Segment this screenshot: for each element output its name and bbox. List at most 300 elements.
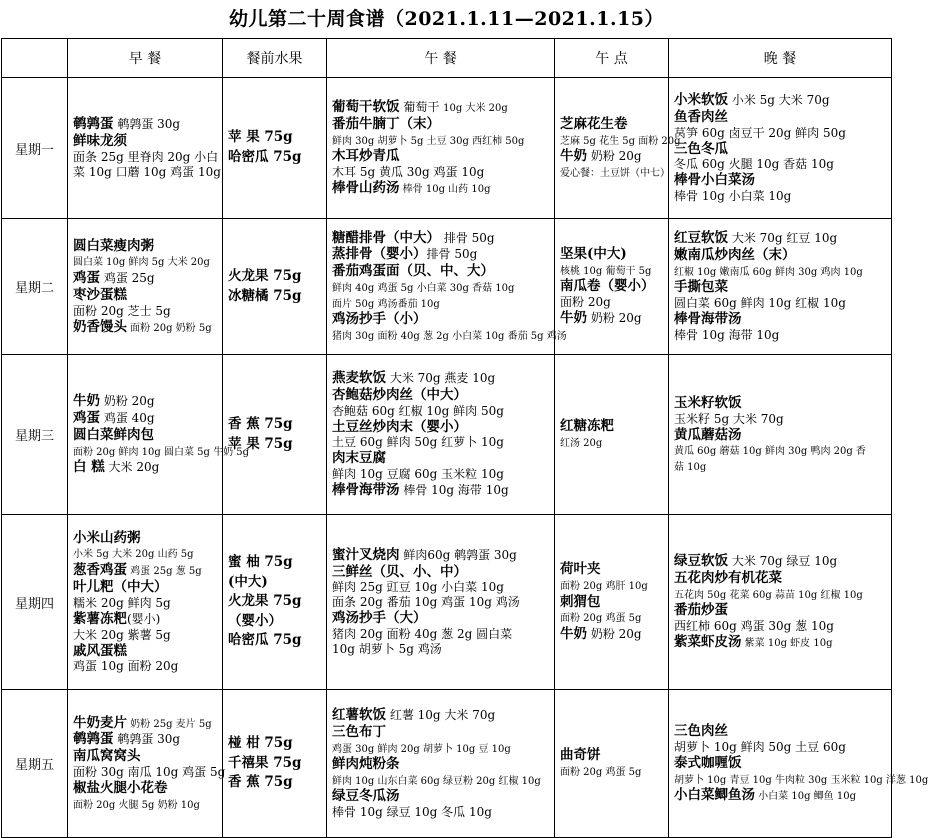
menu-line bbox=[674, 772, 928, 788]
fruit-item: (中大) bbox=[228, 573, 268, 590]
dish-name: 紫薯冻粑 bbox=[73, 610, 127, 627]
menu-line bbox=[560, 610, 663, 626]
ingredient-text: 面粉 20g bbox=[560, 295, 611, 310]
dish-name: 嫩南瓜炒肉丝（末） bbox=[674, 246, 796, 263]
menu-line bbox=[332, 805, 549, 820]
menu-line bbox=[73, 459, 217, 476]
lunch-cell bbox=[327, 690, 555, 838]
ingredient-text: 棒骨 10g 山药 10g bbox=[399, 184, 491, 196]
ingredient-text: 10g 胡萝卜 5g 鸡汤 bbox=[332, 642, 442, 657]
dish-name: 葡萄干软饭 bbox=[332, 99, 400, 115]
ingredient-text: 面粉 20g 芝士 5g bbox=[73, 303, 171, 318]
header-lunch: 午 餐 bbox=[327, 39, 555, 78]
fruit-item: 火龙果 75g bbox=[228, 267, 302, 284]
menu-line bbox=[73, 611, 217, 628]
dish-name: 番茄牛腩丁（末） bbox=[332, 115, 440, 132]
menu-line bbox=[674, 141, 886, 158]
menu-line bbox=[73, 116, 217, 133]
menu-line bbox=[73, 427, 217, 444]
ingredient-text: 棒骨 10g 海带 10g bbox=[674, 328, 780, 342]
menu-line bbox=[332, 280, 549, 296]
dish-name: 牛奶 bbox=[560, 310, 587, 327]
ingredient-text: 大米 20g bbox=[104, 460, 160, 475]
menu-line bbox=[674, 412, 886, 427]
menu-line bbox=[560, 310, 663, 327]
dish-name: 三鲜丝（贝、小、中） bbox=[332, 563, 467, 580]
menu-line bbox=[674, 328, 886, 343]
menu-line bbox=[674, 553, 886, 570]
ingredient-text: 奶粉 25g 麦片 5g bbox=[127, 718, 212, 730]
dish-name: 燕麦软饭 bbox=[332, 369, 386, 386]
menu-line bbox=[332, 296, 549, 312]
dish-name: 圆白菜瘦肉粥 bbox=[73, 237, 154, 254]
ingredient-text: 红椒 10g 嫩南瓜 60g 鲜肉 30g 鸡肉 10g bbox=[674, 266, 863, 278]
menu-line bbox=[332, 148, 549, 165]
dinner-cell bbox=[669, 515, 892, 690]
fruit-cell bbox=[223, 219, 327, 355]
dish-name: 番茄鸡蛋面（贝、中、大） bbox=[332, 263, 494, 280]
ingredient-text: 鸡蛋 25g bbox=[100, 270, 155, 285]
ingredient-text: 面粉 20g 鲜肉 10g 圆白菜 5g 牛奶 5g bbox=[73, 446, 250, 458]
dish-name: 三色冬瓜 bbox=[674, 140, 728, 157]
ingredient-text: 圆白菜 60g 鲜肉 10g 红椒 10g bbox=[674, 296, 846, 311]
menu-line bbox=[73, 150, 217, 165]
ingredient-text: 小米 5g 大米 20g 山药 5g bbox=[73, 549, 194, 561]
dinner-cell bbox=[669, 219, 892, 355]
dish-name: 白 糕 bbox=[73, 459, 105, 476]
ingredient-text: 鲜肉 25g 豇豆 10g 小白菜 10g bbox=[332, 580, 504, 595]
ingredient-text: 鸡蛋 10g 面粉 20g bbox=[73, 659, 179, 674]
day-row bbox=[2, 219, 892, 355]
ingredient-text: 爱心餐：土豆饼（中七） bbox=[560, 167, 670, 179]
menu-line bbox=[674, 279, 886, 296]
dinner-cell bbox=[669, 690, 928, 838]
breakfast-cell bbox=[68, 78, 223, 219]
menu-table bbox=[1, 38, 928, 838]
ingredient-text: 面粉 20g 鸡蛋 5g bbox=[560, 767, 642, 779]
day-row bbox=[2, 78, 892, 219]
dish-name: 蜜汁叉烧肉 bbox=[332, 546, 400, 563]
menu-line bbox=[73, 596, 217, 611]
dish-name: 五花肉炒有机花菜 bbox=[674, 569, 782, 586]
menu-line bbox=[674, 189, 886, 204]
ingredient-text: 面粉 20g 奶粉 5g bbox=[127, 322, 212, 334]
menu-line bbox=[674, 92, 886, 109]
fruit-item: （婴小） bbox=[228, 612, 282, 629]
dish-name: 圆白菜鲜肉包 bbox=[73, 426, 154, 443]
dish-name: 肉末豆腐 bbox=[332, 450, 386, 467]
menu-line bbox=[560, 165, 670, 181]
menu-line bbox=[674, 587, 886, 603]
menu-line bbox=[332, 404, 549, 419]
dish-name: 枣沙蛋糕 bbox=[73, 286, 127, 303]
menu-line bbox=[73, 748, 217, 765]
menu-line bbox=[674, 740, 886, 755]
ingredient-text: 面粉 20g 鸡蛋 5g bbox=[560, 613, 642, 625]
menu-line bbox=[73, 715, 217, 732]
lunch-cell bbox=[327, 219, 567, 355]
dish-name: 鸡蛋 bbox=[73, 269, 100, 286]
ingredient-text: 鹌鹑蛋 30g bbox=[113, 732, 181, 747]
ingredient-text: 棒骨 10g 绿豆 10g 冬瓜 10g bbox=[332, 805, 492, 820]
menu-line bbox=[560, 594, 663, 611]
menu-line bbox=[674, 296, 886, 311]
menu-line bbox=[332, 788, 549, 805]
ingredient-text: 菜 10g 口蘑 10g 鸡蛋 10g bbox=[73, 164, 221, 179]
dish-name: 鸡汤抄手（大） bbox=[332, 610, 427, 627]
ingredient-text: 奶粉 20g bbox=[100, 394, 155, 408]
snack-cell bbox=[555, 515, 669, 690]
fruit-cell bbox=[223, 355, 327, 515]
dish-name: 奶香馒头 bbox=[73, 318, 127, 335]
menu-line bbox=[332, 419, 549, 436]
menu-line bbox=[674, 126, 886, 141]
menu-line bbox=[73, 797, 217, 813]
menu-line bbox=[560, 278, 663, 295]
dish-name: 红豆软饭 bbox=[674, 230, 728, 246]
ingredient-text: 奶粉 20g bbox=[587, 311, 642, 326]
menu-line bbox=[560, 246, 663, 263]
menu-line bbox=[674, 723, 886, 740]
menu-line bbox=[332, 230, 549, 247]
dish-name: 鸡汤抄手（小） bbox=[332, 311, 427, 328]
menu-line bbox=[332, 595, 549, 610]
ingredient-text: 红薯 10g 大米 70g bbox=[386, 707, 496, 722]
menu-line bbox=[332, 99, 549, 116]
dish-name: 手撕包菜 bbox=[674, 279, 728, 296]
menu-line bbox=[332, 387, 549, 404]
menu-line bbox=[674, 602, 886, 619]
ingredient-text: 棒骨 10g 小白菜 10g bbox=[674, 189, 792, 204]
menu-line bbox=[674, 755, 886, 772]
menu-line bbox=[332, 707, 549, 724]
ingredient-text: 鲜肉60g 鹌鹑蛋 30g bbox=[399, 547, 517, 562]
ingredient-text: 10g 大米 20g bbox=[443, 103, 508, 114]
ingredient-text: 大米 70g 红豆 10g bbox=[728, 231, 838, 245]
dish-name: 棒骨海带汤 bbox=[674, 311, 742, 328]
breakfast-cell bbox=[68, 690, 226, 838]
dish-name: 荷叶夹 bbox=[560, 561, 601, 578]
dish-name: 土豆丝炒肉末（婴小） bbox=[332, 418, 467, 435]
ingredient-text: 面片 50g 鸡汤番茄 10g bbox=[332, 298, 440, 310]
header-fruit: 餐前水果 bbox=[223, 39, 327, 78]
menu-line bbox=[560, 148, 663, 165]
menu-line bbox=[73, 270, 217, 287]
fruit-item: 哈密瓜 75g bbox=[228, 149, 302, 165]
menu-line bbox=[73, 628, 217, 643]
menu-line bbox=[560, 116, 663, 133]
menu-line bbox=[332, 311, 549, 328]
menu-line bbox=[674, 264, 886, 280]
dish-name: 南瓜卷（婴小） bbox=[560, 278, 655, 295]
menu-line bbox=[332, 246, 549, 263]
menu-line bbox=[73, 410, 217, 427]
ingredient-text: 鲜肉 10g 山东白菜 60g 绿豆粉 20g 红椒 10g bbox=[332, 775, 541, 787]
dish-name: 小米山药粥 bbox=[73, 529, 141, 546]
lunch-cell bbox=[327, 78, 555, 219]
menu-line bbox=[73, 731, 217, 748]
dish-name: 坚果(中大) bbox=[560, 245, 627, 262]
dish-name: 玉米籽软饭 bbox=[674, 394, 742, 411]
ingredient-text: 猪肉 30g 面粉 40g 葱 2g 小白菜 10g 番茄 5g 鸡汤 bbox=[332, 331, 567, 342]
ingredient-text: 菇 10g bbox=[674, 461, 707, 473]
menu-line bbox=[332, 627, 549, 642]
menu-line bbox=[560, 435, 663, 451]
dish-name: 三色肉丝 bbox=[674, 722, 728, 739]
dish-name: 芝麻花生卷 bbox=[560, 115, 628, 132]
ingredient-text: 面条 20g 番茄 10g 鸡蛋 10g 鸡汤 bbox=[332, 595, 520, 610]
ingredient-text: 鸡蛋 40g bbox=[100, 410, 155, 425]
ingredient-text: 五花肉 50g 花菜 60g 蒜苗 10g 红椒 10g bbox=[674, 589, 863, 601]
ingredient-text: 胡萝卜 10g 青豆 10g 牛肉粒 30g 玉米粒 10g 洋葱 10g bbox=[674, 774, 928, 786]
dish-name: 鹌鹑蛋 bbox=[73, 731, 114, 748]
page-title: 幼儿第二十周食谱（2021.1.11—2021.1.15） bbox=[228, 8, 665, 30]
lunch-cell bbox=[327, 515, 555, 690]
menu-line bbox=[73, 393, 217, 410]
menu-line bbox=[674, 230, 886, 247]
menu-line bbox=[674, 109, 886, 126]
dish-name: 棒骨山药汤 bbox=[332, 180, 400, 197]
dish-name: 黄瓜蘑菇汤 bbox=[674, 426, 742, 443]
menu-line bbox=[332, 328, 567, 344]
ingredient-text: 红汤 20g bbox=[560, 438, 603, 450]
menu-line bbox=[332, 580, 549, 595]
ingredient-text: 大米 70g 绿豆 10g bbox=[728, 554, 838, 568]
menu-line bbox=[332, 642, 549, 657]
dish-name: 曲奇饼 bbox=[560, 747, 601, 764]
dish-name: 棒骨小白菜汤 bbox=[674, 172, 755, 189]
ingredient-text: 鲜肉 30g 胡萝卜 5g 土豆 30g 西红柿 50g bbox=[332, 135, 525, 147]
ingredient-text: 鸡蛋 25g 葱 5g bbox=[127, 565, 202, 577]
menu-line bbox=[560, 561, 663, 578]
ingredient-text: 黄瓜 60g 蘑菇 10g 鲜肉 30g 鸭肉 20g 香 bbox=[674, 446, 866, 458]
dish-name: 绿豆冬瓜汤 bbox=[332, 788, 400, 805]
snack-cell bbox=[555, 78, 681, 219]
ingredient-text: 糯米 20g 鲜肉 5g bbox=[73, 595, 171, 610]
snack-cell bbox=[555, 219, 669, 355]
dish-name: 牛奶麦片 bbox=[73, 714, 127, 731]
dish-name: 红糖冻粑 bbox=[560, 418, 614, 435]
ingredient-text: 冬瓜 60g 火腿 10g 香菇 10g bbox=[674, 157, 834, 172]
day-label: 星期五 bbox=[2, 690, 68, 838]
day-row bbox=[2, 690, 892, 838]
ingredient-text: 鹌鹑蛋 30g bbox=[113, 117, 181, 132]
ingredient-text: 面粉 30g 南瓜 10g 鸡蛋 5g bbox=[73, 765, 226, 780]
menu-line bbox=[674, 787, 886, 804]
menu-line bbox=[73, 530, 217, 547]
menu-line bbox=[560, 747, 663, 764]
dish-name: 三色布丁 bbox=[332, 723, 386, 740]
header-dinner: 晚 餐 bbox=[669, 39, 892, 78]
dish-name: 木耳炒青瓜 bbox=[332, 148, 400, 165]
ingredient-text: 奶粉 20g bbox=[587, 149, 642, 163]
breakfast-cell bbox=[68, 355, 250, 515]
ingredient-text: 小米 5g 大米 70g bbox=[728, 92, 830, 107]
menu-line bbox=[73, 765, 226, 780]
menu-line bbox=[73, 546, 217, 562]
ingredient-text: 土豆 60g 鲜肉 50g 红萝卜 10g bbox=[332, 435, 504, 450]
menu-line bbox=[332, 756, 549, 773]
menu-line bbox=[674, 311, 886, 328]
ingredient-text: 紫菜 10g 虾皮 10g bbox=[741, 638, 833, 650]
ingredient-text: 猪肉 20g 面粉 40g 葱 2g 圆白菜 bbox=[332, 627, 513, 642]
fruit-item: 千禧果 75g bbox=[228, 754, 302, 771]
ingredient-text: 大米 20g 紫薯 5g bbox=[73, 627, 171, 642]
ingredient-text: 排骨 50g bbox=[440, 230, 495, 245]
dinner-cell bbox=[669, 355, 892, 515]
day-label: 星期三 bbox=[2, 355, 68, 515]
menu-line bbox=[73, 319, 217, 336]
menu-line bbox=[560, 764, 663, 780]
menu-line bbox=[332, 165, 549, 180]
breakfast-cell bbox=[68, 515, 223, 690]
ingredient-text: 大米 70g 燕麦 10g bbox=[386, 370, 496, 385]
ingredient-text: 核桃 10g 葡萄干 5g bbox=[560, 265, 652, 277]
menu-line bbox=[332, 435, 549, 450]
menu-line bbox=[73, 254, 217, 270]
menu-line bbox=[560, 133, 681, 149]
dish-name: 椒盐火腿小花卷 bbox=[73, 780, 168, 797]
menu-line bbox=[73, 304, 217, 319]
day-label: 星期四 bbox=[2, 515, 68, 690]
menu-line bbox=[73, 133, 217, 150]
menu-line bbox=[332, 180, 549, 197]
ingredient-text: 面粉 20g 火腿 5g 奶粉 10g bbox=[73, 800, 200, 811]
menu-line bbox=[674, 443, 886, 459]
snack-cell bbox=[555, 355, 669, 515]
ingredient-text: 面条 25g 里脊肉 20g 小白 bbox=[73, 149, 219, 164]
ingredient-text: 棒骨 10g 海带 10g bbox=[399, 483, 509, 498]
menu-line bbox=[332, 133, 549, 149]
fruit-item: 火龙果 75g bbox=[228, 593, 302, 610]
menu-line bbox=[674, 427, 886, 444]
ingredient-text: 胡萝卜 10g 鲜肉 50g 土豆 60g bbox=[674, 739, 846, 754]
menu-line bbox=[674, 570, 886, 587]
header-row bbox=[2, 39, 892, 78]
ingredient-text: 圆白菜 10g 鲜肉 5g 大米 20g bbox=[73, 257, 210, 269]
fruit-item: 冰糖橘 75g bbox=[228, 287, 302, 304]
dish-name: 鲜味龙须 bbox=[73, 133, 127, 149]
ingredient-text: 莴笋 60g 卤豆干 20g 鲜肉 50g bbox=[674, 125, 846, 140]
snack-cell bbox=[555, 690, 669, 838]
ingredient-text: 鸡蛋 30g 鲜肉 20g 胡萝卜 10g 豆 10g bbox=[332, 743, 511, 755]
menu-line bbox=[332, 450, 549, 467]
day-row bbox=[2, 355, 892, 515]
menu-line bbox=[332, 610, 549, 627]
ingredient-text: 奶粉 20g bbox=[587, 626, 642, 641]
dish-name: 红薯软饭 bbox=[332, 706, 386, 723]
ingredient-text: 西红柿 60g 鸡蛋 30g 葱 10g bbox=[674, 619, 834, 634]
dish-name: 番茄炒蛋 bbox=[674, 602, 728, 619]
menu-line bbox=[73, 444, 250, 460]
dish-name: 小米软饭 bbox=[674, 91, 728, 108]
day-label: 星期一 bbox=[2, 78, 68, 219]
menu-line bbox=[73, 562, 217, 579]
ingredient-text: (婴小) bbox=[127, 611, 161, 626]
menu-line bbox=[560, 418, 663, 435]
dish-name: 杏鲍菇炒肉丝（中大） bbox=[332, 386, 467, 403]
menu-line bbox=[560, 295, 663, 310]
dish-name: 蒸排骨（婴小） bbox=[332, 246, 427, 263]
menu-line bbox=[674, 619, 886, 634]
fruit-cell bbox=[223, 690, 327, 838]
dish-name: 糖醋排骨（中大） bbox=[332, 229, 440, 246]
dish-name: 鸡蛋 bbox=[73, 409, 100, 426]
dish-name: 南瓜窝窝头 bbox=[73, 748, 141, 765]
dish-name: 棒骨海带汤 bbox=[332, 482, 400, 499]
fruit-item: 蜜 柚 75g bbox=[228, 554, 293, 571]
ingredient-text: 芝麻 5g 花生 5g 面粉 20g bbox=[560, 135, 681, 147]
breakfast-cell bbox=[68, 219, 223, 355]
menu-line bbox=[332, 773, 549, 789]
fruit-cell bbox=[223, 78, 327, 219]
menu-line bbox=[674, 634, 886, 651]
dish-name: 牛奶 bbox=[73, 393, 100, 409]
ingredient-text: 葡萄干 bbox=[399, 100, 444, 114]
menu-line bbox=[73, 164, 221, 180]
dish-name: 泰式咖喱饭 bbox=[674, 754, 742, 771]
ingredient-text: 排骨 50g bbox=[426, 247, 478, 262]
header-snack: 午 点 bbox=[555, 39, 669, 78]
menu-line bbox=[332, 482, 549, 499]
dish-name: 鲜肉炖粉条 bbox=[332, 756, 400, 772]
dish-name: 小白菜鲫鱼汤 bbox=[674, 787, 755, 804]
menu-line bbox=[332, 263, 549, 280]
menu-line bbox=[560, 626, 663, 643]
menu-line bbox=[332, 467, 549, 482]
dish-name: 叶儿粑（中大） bbox=[73, 578, 168, 595]
menu-line bbox=[332, 547, 549, 564]
dinner-cell bbox=[669, 78, 892, 219]
menu-line bbox=[332, 116, 549, 133]
corner-cell bbox=[2, 39, 68, 78]
dish-name: 紫菜虾皮汤 bbox=[674, 634, 742, 651]
menu-line bbox=[674, 395, 886, 412]
menu-line bbox=[73, 579, 217, 596]
ingredient-text: 面粉 20g 鸡肝 10g bbox=[560, 581, 648, 593]
ingredient-text: 杏鲍菇 60g 红椒 10g 鲜肉 50g bbox=[332, 403, 504, 418]
menu-line bbox=[73, 287, 217, 304]
fruit-item: 苹 果 75g bbox=[228, 435, 293, 452]
day-row bbox=[2, 515, 892, 690]
day-label: 星期二 bbox=[2, 219, 68, 355]
menu-line bbox=[674, 247, 886, 264]
menu-line bbox=[674, 459, 886, 475]
dish-name: 戚风蛋糕 bbox=[73, 642, 127, 659]
fruit-item: 香 蕉 75g bbox=[228, 415, 293, 432]
ingredient-text: 鲜肉 40g 鸡蛋 5g 小白菜 30g 香菇 10g bbox=[332, 283, 515, 295]
fruit-item: 椪 柑 75g bbox=[228, 735, 293, 752]
fruit-item: 哈密瓜 75g bbox=[228, 632, 302, 649]
lunch-cell bbox=[327, 355, 555, 515]
dish-name: 葱香鸡蛋 bbox=[73, 561, 127, 578]
menu-line bbox=[73, 238, 217, 255]
menu-line bbox=[332, 370, 549, 387]
ingredient-text: 玉米籽 5g 大米 70g bbox=[674, 411, 784, 426]
fruit-cell bbox=[223, 515, 327, 690]
fruit-item: 苹 果 75g bbox=[228, 129, 293, 146]
menu-line bbox=[332, 564, 549, 581]
menu-line bbox=[73, 780, 217, 797]
dish-name: 鹌鹑蛋 bbox=[73, 116, 114, 133]
header-breakfast: 早 餐 bbox=[68, 39, 223, 78]
menu-line bbox=[73, 659, 217, 674]
menu-line bbox=[332, 724, 549, 741]
fruit-item: 香 蕉 75g bbox=[228, 774, 293, 791]
ingredient-text: 小白菜 10g 鲫鱼 10g bbox=[755, 791, 856, 803]
ingredient-text: 鲜肉 10g 豆腐 60g 玉米粒 10g bbox=[332, 467, 504, 482]
menu-line bbox=[73, 643, 217, 660]
